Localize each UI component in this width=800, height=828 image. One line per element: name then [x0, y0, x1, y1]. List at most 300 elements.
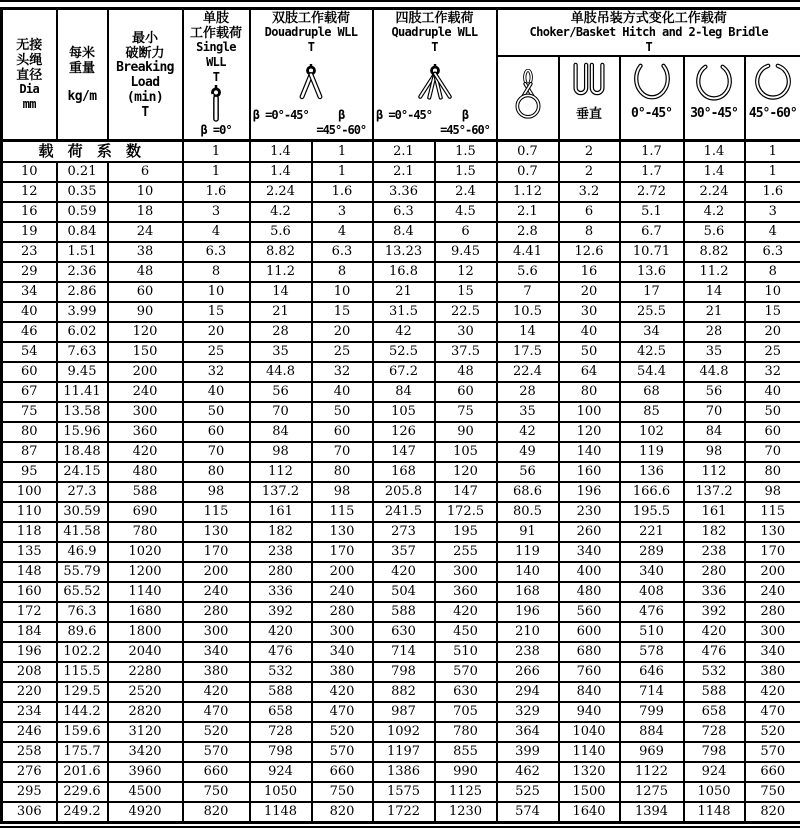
- value-cell: 820: [312, 802, 373, 823]
- value-cell: 380: [183, 662, 250, 682]
- value-cell: 70: [684, 402, 745, 422]
- value-cell: 340: [559, 542, 620, 562]
- value-cell: 159.6: [57, 722, 108, 742]
- value-cell: 56: [497, 462, 559, 482]
- value-cell: 13.23: [373, 242, 435, 262]
- value-cell: 1: [183, 162, 250, 182]
- value-cell: 21: [684, 302, 745, 322]
- value-cell: 161: [250, 502, 312, 522]
- double-sling-icon: [289, 64, 333, 100]
- diameter-cell: 16: [2, 202, 57, 222]
- table-row: [2, 402, 800, 422]
- value-cell: 40: [559, 322, 620, 342]
- value-cell: 855: [435, 742, 497, 762]
- value-cell: 10: [108, 182, 183, 202]
- value-cell: 25.5: [620, 302, 684, 322]
- value-cell: 30: [559, 302, 620, 322]
- load-factor-cell: 1.7: [620, 141, 684, 163]
- value-cell: 4.41: [497, 242, 559, 262]
- value-cell: 12: [435, 262, 497, 282]
- value-cell: 230: [559, 502, 620, 522]
- value-cell: 0.21: [57, 162, 108, 182]
- value-cell: 750: [312, 782, 373, 802]
- value-cell: 98: [250, 442, 312, 462]
- value-cell: 1.12: [497, 182, 559, 202]
- value-cell: 75: [435, 402, 497, 422]
- value-cell: 1.5: [435, 162, 497, 182]
- table-header: [2, 9, 800, 141]
- value-cell: 574: [497, 802, 559, 823]
- diameter-cell: 95: [2, 462, 57, 482]
- value-cell: 1.4: [684, 162, 745, 182]
- value-cell: 280: [745, 602, 800, 622]
- value-cell: 28: [497, 382, 559, 402]
- value-cell: 570: [183, 742, 250, 762]
- value-cell: 2.86: [57, 282, 108, 302]
- value-cell: 340: [745, 642, 800, 662]
- value-cell: 5.6: [684, 222, 745, 242]
- value-cell: 420: [250, 622, 312, 642]
- header-weight-unit: kg/m: [68, 89, 97, 104]
- value-cell: 336: [684, 582, 745, 602]
- value-cell: 714: [373, 642, 435, 662]
- header-double-angle1: β =0°-45°: [251, 108, 312, 139]
- value-cell: 32: [745, 362, 800, 382]
- value-cell: 84: [250, 422, 312, 442]
- value-cell: 987: [373, 702, 435, 722]
- value-cell: 760: [559, 662, 620, 682]
- value-cell: 588: [250, 682, 312, 702]
- value-cell: 532: [250, 662, 312, 682]
- table-row: [2, 282, 800, 302]
- value-cell: 112: [250, 462, 312, 482]
- value-cell: 147: [435, 482, 497, 502]
- value-cell: 3: [183, 202, 250, 222]
- value-cell: 6.7: [620, 222, 684, 242]
- value-cell: 112: [684, 462, 745, 482]
- value-cell: 11.2: [250, 262, 312, 282]
- value-cell: 6: [435, 222, 497, 242]
- value-cell: 119: [620, 442, 684, 462]
- load-factor-cell: 2.1: [373, 141, 435, 163]
- table-row: [2, 262, 800, 282]
- value-cell: 35: [250, 342, 312, 362]
- value-cell: 560: [559, 602, 620, 622]
- value-cell: 42: [497, 422, 559, 442]
- value-cell: 1722: [373, 802, 435, 823]
- value-cell: 400: [559, 562, 620, 582]
- header-basket-0-45: [620, 56, 684, 141]
- value-cell: 195: [435, 522, 497, 542]
- single-sling-icon: [206, 85, 226, 123]
- header-single-angle: β =0°: [200, 123, 231, 139]
- table-row: [2, 202, 800, 222]
- load-factor-row: [2, 141, 800, 163]
- table-row: [2, 482, 800, 502]
- value-cell: 420: [435, 602, 497, 622]
- value-cell: 17.5: [497, 342, 559, 362]
- value-cell: 30.59: [57, 502, 108, 522]
- value-cell: 300: [108, 402, 183, 422]
- basket-30-45-label: 30°-45°: [690, 106, 738, 121]
- value-cell: 532: [684, 662, 745, 682]
- value-cell: 280: [183, 602, 250, 622]
- value-cell: 38: [108, 242, 183, 262]
- value-cell: 129.5: [57, 682, 108, 702]
- value-cell: 990: [435, 762, 497, 782]
- value-cell: 50: [559, 342, 620, 362]
- value-cell: 2820: [108, 702, 183, 722]
- value-cell: 266: [497, 662, 559, 682]
- table-row: [2, 302, 800, 322]
- value-cell: 280: [684, 562, 745, 582]
- value-cell: 1125: [435, 782, 497, 802]
- value-cell: 37.5: [435, 342, 497, 362]
- value-cell: 200: [745, 562, 800, 582]
- header-diameter-line: mm: [23, 97, 36, 112]
- value-cell: 130: [312, 522, 373, 542]
- table-row: [2, 642, 800, 662]
- value-cell: 15.96: [57, 422, 108, 442]
- value-cell: 658: [250, 702, 312, 722]
- value-cell: 280: [250, 562, 312, 582]
- value-cell: 89.6: [57, 622, 108, 642]
- value-cell: 8: [312, 262, 373, 282]
- table-row: [2, 762, 800, 782]
- value-cell: 31.5: [373, 302, 435, 322]
- value-cell: 2.1: [373, 162, 435, 182]
- value-cell: 882: [373, 682, 435, 702]
- value-cell: 924: [684, 762, 745, 782]
- value-cell: 8: [745, 262, 800, 282]
- value-cell: 360: [108, 422, 183, 442]
- value-cell: 50: [183, 402, 250, 422]
- value-cell: 60: [745, 422, 800, 442]
- value-cell: 115: [312, 502, 373, 522]
- basket-45-60-icon: [749, 62, 797, 106]
- value-cell: 630: [373, 622, 435, 642]
- value-cell: 660: [183, 762, 250, 782]
- value-cell: 4.5: [435, 202, 497, 222]
- value-cell: 98: [312, 482, 373, 502]
- header-diameter-line: 头绳: [16, 52, 42, 67]
- value-cell: 80: [745, 462, 800, 482]
- value-cell: 714: [620, 682, 684, 702]
- diameter-cell: 110: [2, 502, 57, 522]
- table-row: [2, 322, 800, 342]
- value-cell: 48: [435, 362, 497, 382]
- value-cell: 22.5: [435, 302, 497, 322]
- value-cell: 462: [497, 762, 559, 782]
- load-factor-label: 载 荷 系 数: [2, 141, 183, 163]
- value-cell: 98: [684, 442, 745, 462]
- header-double-wll: [250, 9, 373, 141]
- value-cell: 420: [312, 682, 373, 702]
- value-cell: 4920: [108, 802, 183, 823]
- value-cell: 600: [559, 622, 620, 642]
- value-cell: 54.4: [620, 362, 684, 382]
- value-cell: 40: [312, 382, 373, 402]
- value-cell: 44.8: [684, 362, 745, 382]
- value-cell: 13.6: [620, 262, 684, 282]
- value-cell: 1394: [620, 802, 684, 823]
- table-row: [2, 362, 800, 382]
- header-choker-t: T: [498, 40, 800, 55]
- value-cell: 229.6: [57, 782, 108, 802]
- value-cell: 255: [435, 542, 497, 562]
- value-cell: 570: [745, 742, 800, 762]
- value-cell: 329: [497, 702, 559, 722]
- value-cell: 56: [250, 382, 312, 402]
- value-cell: 6.3: [373, 202, 435, 222]
- header-choker-en: Choker/Basket Hitch and 2-leg Bridle: [498, 25, 800, 40]
- header-quad-angle2: β =45°-60°: [435, 108, 496, 139]
- top-rule: [0, 0, 800, 2]
- value-cell: 120: [435, 462, 497, 482]
- value-cell: 2040: [108, 642, 183, 662]
- table-row: [2, 682, 800, 702]
- value-cell: 21: [250, 302, 312, 322]
- value-cell: 1: [312, 162, 373, 182]
- value-cell: 660: [312, 762, 373, 782]
- value-cell: 5.1: [620, 202, 684, 222]
- value-cell: 84: [373, 382, 435, 402]
- header-breaking-en: Breaking: [116, 60, 174, 75]
- value-cell: 0.59: [57, 202, 108, 222]
- value-cell: 42.5: [620, 342, 684, 362]
- table-row: [2, 342, 800, 362]
- value-cell: 380: [745, 662, 800, 682]
- value-cell: 2.24: [684, 182, 745, 202]
- value-cell: 46.9: [57, 542, 108, 562]
- header-diameter-line: 无接: [16, 37, 42, 52]
- value-cell: 56: [684, 382, 745, 402]
- value-cell: 420: [745, 682, 800, 702]
- value-cell: 1800: [108, 622, 183, 642]
- value-cell: 119: [497, 542, 559, 562]
- value-cell: 85: [620, 402, 684, 422]
- value-cell: 240: [745, 582, 800, 602]
- value-cell: 170: [745, 542, 800, 562]
- value-cell: 1.6: [745, 182, 800, 202]
- value-cell: 1680: [108, 602, 183, 622]
- value-cell: 16.8: [373, 262, 435, 282]
- value-cell: 2.1: [497, 202, 559, 222]
- vertical-basket-label: 垂直: [576, 106, 602, 121]
- value-cell: 240: [108, 382, 183, 402]
- value-cell: 240: [312, 582, 373, 602]
- value-cell: 940: [559, 702, 620, 722]
- value-cell: 168: [497, 582, 559, 602]
- diameter-cell: 295: [2, 782, 57, 802]
- value-cell: 798: [373, 662, 435, 682]
- header-double-t: T: [265, 40, 358, 55]
- value-cell: 130: [183, 522, 250, 542]
- diameter-cell: 246: [2, 722, 57, 742]
- value-cell: 3: [745, 202, 800, 222]
- value-cell: 273: [373, 522, 435, 542]
- table-row: [2, 182, 800, 202]
- header-choker-hitch: [497, 56, 559, 141]
- value-cell: 32: [183, 362, 250, 382]
- value-cell: 520: [312, 722, 373, 742]
- value-cell: 399: [497, 742, 559, 762]
- value-cell: 1200: [108, 562, 183, 582]
- value-cell: 1.6: [183, 182, 250, 202]
- value-cell: 9.45: [435, 242, 497, 262]
- value-cell: 750: [183, 782, 250, 802]
- value-cell: 42: [373, 322, 435, 342]
- value-cell: 1122: [620, 762, 684, 782]
- value-cell: 182: [684, 522, 745, 542]
- value-cell: 6: [559, 202, 620, 222]
- header-double-en: Douadruple WLL: [265, 25, 358, 40]
- header-quad-angle1: β =0°-45°: [374, 108, 435, 139]
- value-cell: 420: [373, 562, 435, 582]
- value-cell: 10: [745, 282, 800, 302]
- value-cell: 65.52: [57, 582, 108, 602]
- value-cell: 147: [373, 442, 435, 462]
- value-cell: 470: [312, 702, 373, 722]
- value-cell: 102: [620, 422, 684, 442]
- value-cell: 780: [435, 722, 497, 742]
- value-cell: 3960: [108, 762, 183, 782]
- value-cell: 76.3: [57, 602, 108, 622]
- value-cell: 8: [559, 222, 620, 242]
- value-cell: 80: [312, 462, 373, 482]
- load-factor-cell: 2: [559, 141, 620, 163]
- value-cell: 6.02: [57, 322, 108, 342]
- value-cell: 364: [497, 722, 559, 742]
- value-cell: 238: [684, 542, 745, 562]
- value-cell: 115: [745, 502, 800, 522]
- value-cell: 798: [684, 742, 745, 762]
- value-cell: 1140: [108, 582, 183, 602]
- value-cell: 70: [250, 402, 312, 422]
- value-cell: 4.2: [684, 202, 745, 222]
- value-cell: 90: [108, 302, 183, 322]
- value-cell: 476: [684, 642, 745, 662]
- value-cell: 115: [183, 502, 250, 522]
- diameter-cell: 118: [2, 522, 57, 542]
- value-cell: 7.63: [57, 342, 108, 362]
- value-cell: 420: [108, 442, 183, 462]
- value-cell: 80: [183, 462, 250, 482]
- value-cell: 470: [183, 702, 250, 722]
- diameter-cell: 34: [2, 282, 57, 302]
- value-cell: 170: [312, 542, 373, 562]
- value-cell: 294: [497, 682, 559, 702]
- value-cell: 340: [312, 642, 373, 662]
- value-cell: 289: [620, 542, 684, 562]
- value-cell: 68: [620, 382, 684, 402]
- value-cell: 240: [183, 582, 250, 602]
- table-row: [2, 502, 800, 522]
- header-diameter: [2, 9, 57, 141]
- table-body: [2, 141, 800, 823]
- value-cell: 520: [745, 722, 800, 742]
- header-basket-45-60: [745, 56, 800, 141]
- diameter-cell: 75: [2, 402, 57, 422]
- value-cell: 0.7: [497, 162, 559, 182]
- value-cell: 420: [684, 622, 745, 642]
- value-cell: 24: [108, 222, 183, 242]
- value-cell: 1230: [435, 802, 497, 823]
- load-factor-cell: 1.4: [684, 141, 745, 163]
- value-cell: 510: [435, 642, 497, 662]
- value-cell: 340: [620, 562, 684, 582]
- header-diameter-line: 直径: [16, 67, 42, 82]
- table-row: [2, 562, 800, 582]
- table-row: [2, 782, 800, 802]
- table-row: [2, 382, 800, 402]
- value-cell: 280: [312, 602, 373, 622]
- value-cell: 170: [183, 542, 250, 562]
- value-cell: 44.8: [250, 362, 312, 382]
- value-cell: 728: [684, 722, 745, 742]
- value-cell: 6.3: [745, 242, 800, 262]
- table-row: [2, 802, 800, 823]
- diameter-cell: 234: [2, 702, 57, 722]
- value-cell: 588: [373, 602, 435, 622]
- value-cell: 196: [559, 482, 620, 502]
- value-cell: 166.6: [620, 482, 684, 502]
- value-cell: 4: [312, 222, 373, 242]
- value-cell: 140: [559, 442, 620, 462]
- diameter-cell: 40: [2, 302, 57, 322]
- value-cell: 705: [435, 702, 497, 722]
- value-cell: 18.48: [57, 442, 108, 462]
- value-cell: 90: [435, 422, 497, 442]
- choker-hitch-icon: [515, 69, 541, 121]
- value-cell: 70: [183, 442, 250, 462]
- value-cell: 1050: [250, 782, 312, 802]
- value-cell: 161: [684, 502, 745, 522]
- table-row: [2, 442, 800, 462]
- value-cell: 130: [745, 522, 800, 542]
- header-quad-en: Quadruple WLL: [391, 25, 477, 40]
- value-cell: 168: [373, 462, 435, 482]
- value-cell: 470: [745, 702, 800, 722]
- header-single-cn: 工作载荷: [184, 25, 249, 40]
- vertical-basket-icon: [566, 62, 612, 106]
- value-cell: 28: [250, 322, 312, 342]
- value-cell: 260: [559, 522, 620, 542]
- value-cell: 1: [745, 162, 800, 182]
- basket-0-45-icon: [628, 62, 676, 106]
- header-single-en: Single WLL: [184, 40, 249, 70]
- load-factor-cell: 1: [183, 141, 250, 163]
- value-cell: 10: [183, 282, 250, 302]
- value-cell: 520: [183, 722, 250, 742]
- value-cell: 750: [745, 782, 800, 802]
- value-cell: 1092: [373, 722, 435, 742]
- value-cell: 15: [435, 282, 497, 302]
- value-cell: 476: [250, 642, 312, 662]
- load-factor-cell: 1.4: [250, 141, 312, 163]
- value-cell: 3.2: [559, 182, 620, 202]
- diameter-cell: 148: [2, 562, 57, 582]
- value-cell: 25: [312, 342, 373, 362]
- value-cell: 510: [620, 622, 684, 642]
- value-cell: 34: [620, 322, 684, 342]
- value-cell: 300: [745, 622, 800, 642]
- value-cell: 238: [497, 642, 559, 662]
- value-cell: 105: [435, 442, 497, 462]
- value-cell: 300: [312, 622, 373, 642]
- basket-30-45-icon: [690, 62, 738, 106]
- load-factor-cell: 1: [312, 141, 373, 163]
